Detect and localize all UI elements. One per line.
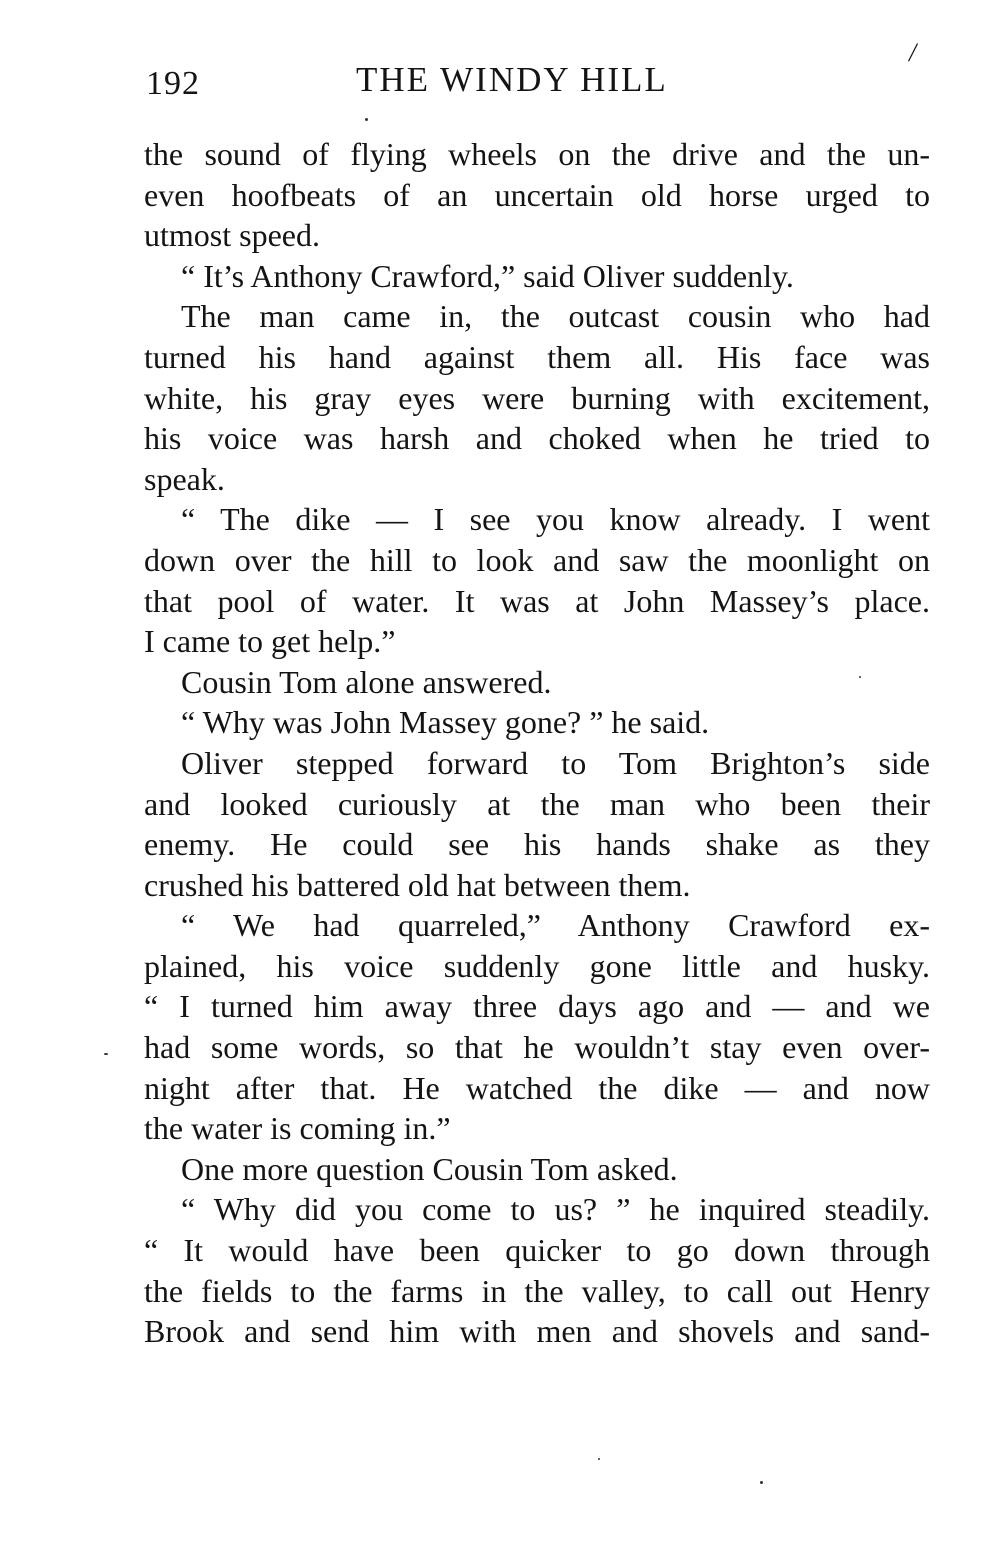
text-line: Brook and send him with men and shovels and sand- <box>144 1313 930 1350</box>
text-line: speak. <box>144 460 225 497</box>
print-speck <box>365 118 368 121</box>
text-line: “ The dike — I see you know already. I went <box>181 501 930 538</box>
text-line: crushed his battered old hat between them. <box>144 866 691 903</box>
corner-mark: / <box>909 38 917 67</box>
print-speck <box>104 1053 108 1055</box>
text-line: even hoofbeats of an uncertain old horse urged to <box>144 176 930 213</box>
text-line: “ I turned him away three days ago and — and we <box>144 988 930 1025</box>
print-speck <box>598 1458 600 1460</box>
text-line: had some words, so that he wouldn’t stay even over- <box>144 1029 930 1066</box>
text-line: Cousin Tom alone answered. <box>181 663 552 700</box>
text-line: “ It would have been quicker to go down through <box>144 1232 930 1269</box>
print-speck <box>760 1481 763 1484</box>
text-line: One more question Cousin Tom asked. <box>181 1150 678 1187</box>
text-line: his voice was harsh and choked when he tried to <box>144 420 930 457</box>
text-line: down over the hill to look and saw the moonlight on <box>144 541 930 578</box>
page-number: 192 <box>146 65 200 102</box>
text-line: white, his gray eyes were burning with excitement, <box>144 379 930 416</box>
text-line: turned his hand against them all. His face was <box>144 338 930 375</box>
text-line: night after that. He watched the dike — and now <box>144 1069 930 1106</box>
text-line: The man came in, the outcast cousin who had <box>181 298 930 335</box>
body-text <box>144 134 930 1352</box>
text-line: utmost speed. <box>144 217 320 254</box>
text-line: enemy. He could see his hands shake as they <box>144 826 930 863</box>
text-line: “ Why did you come to us? ” he inquired steadily. <box>181 1191 930 1228</box>
text-line: Oliver stepped forward to Tom Brighton’s side <box>181 744 930 781</box>
print-speck <box>859 676 861 678</box>
text-line: the water is coming in.” <box>144 1110 451 1147</box>
text-line: “ Why was John Massey gone? ” he said. <box>181 704 710 741</box>
text-line: I came to get help.” <box>144 623 396 660</box>
running-head: THE WINDY HILL <box>356 60 668 99</box>
text-line: that pool of water. It was at John Massey’s place. <box>144 582 930 619</box>
text-line: the sound of flying wheels on the drive and the un- <box>144 136 930 172</box>
text-line: plained, his voice suddenly gone little and husky. <box>144 947 930 984</box>
text-line: “ It’s Anthony Crawford,” said Oliver suddenly. <box>181 257 794 294</box>
text-line: “ We had quarreled,” Anthony Crawford ex- <box>181 907 930 944</box>
text-line: the fields to the farms in the valley, to call out Henry <box>144 1272 930 1309</box>
text-line: and looked curiously at the man who been their <box>144 785 930 822</box>
